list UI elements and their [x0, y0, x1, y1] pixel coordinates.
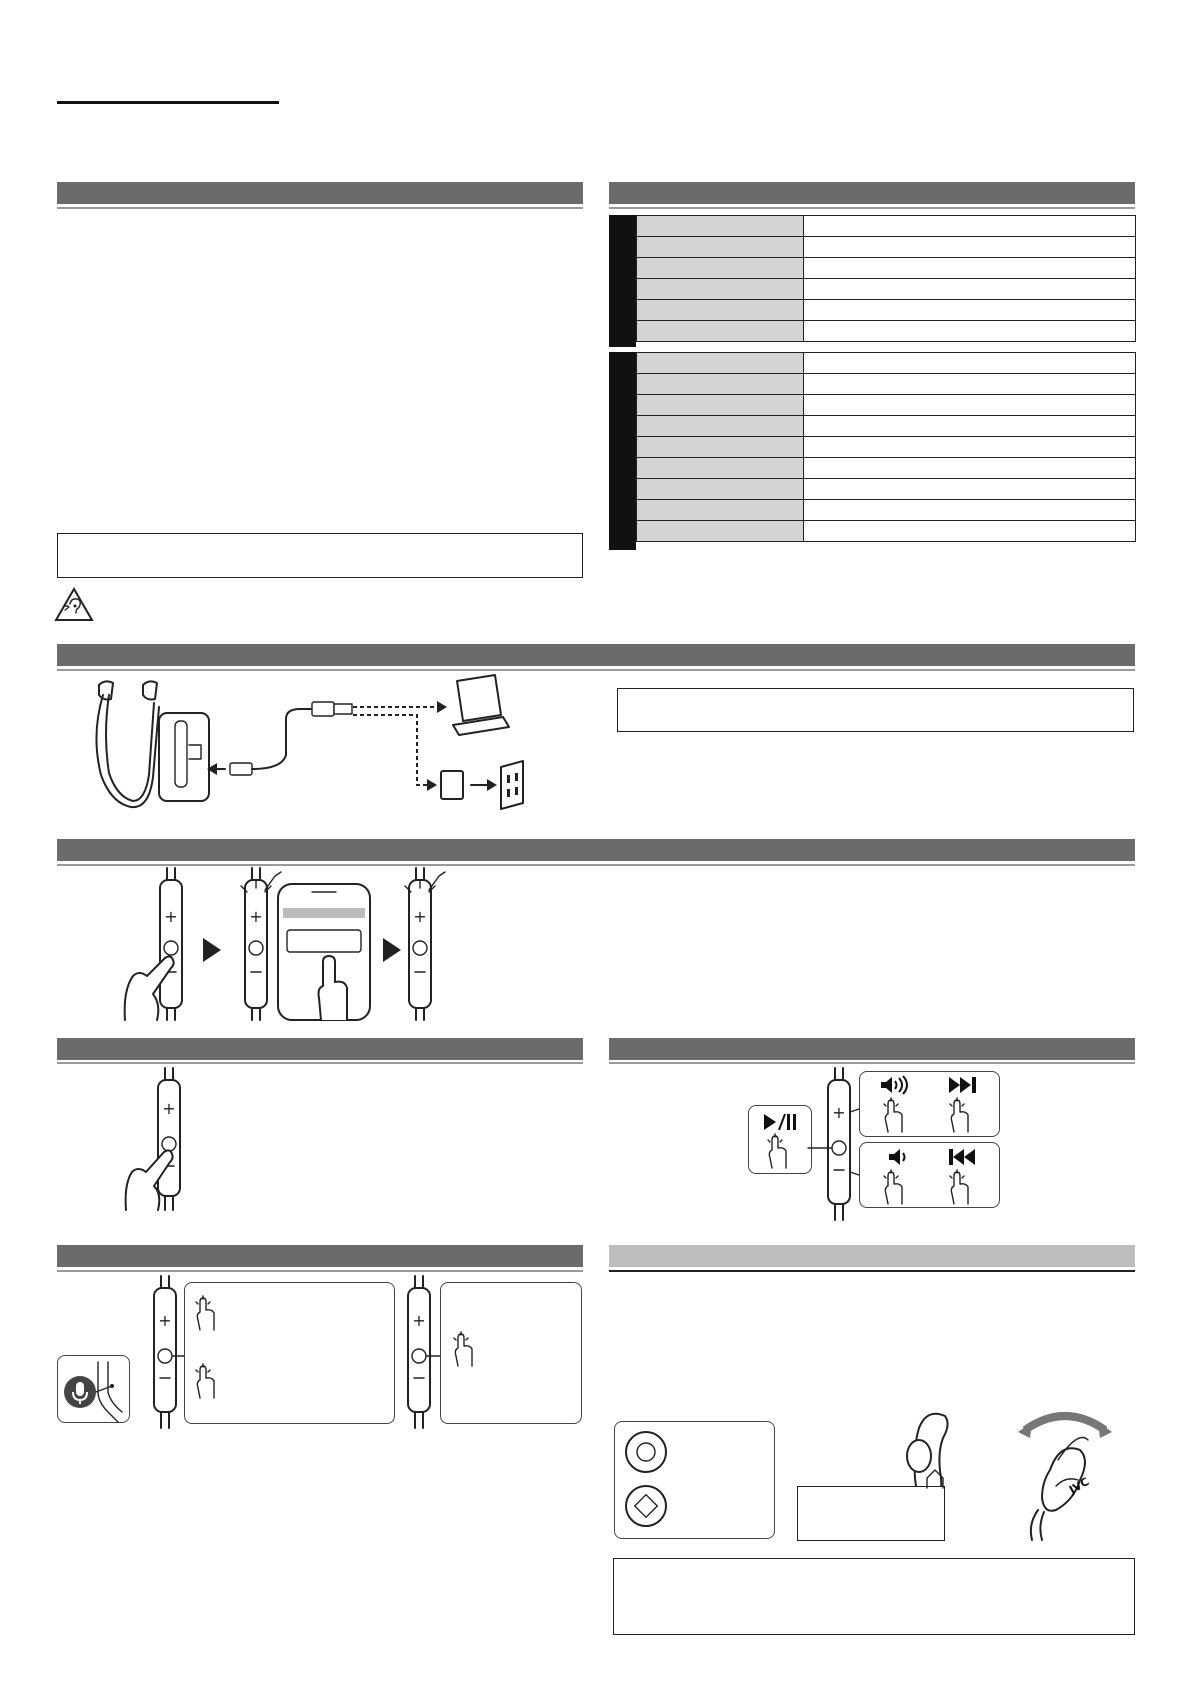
header-title: [57, 70, 279, 100]
previous-track-icon: [948, 1148, 978, 1166]
svg-text:+: +: [164, 907, 178, 926]
eartip-illustration: [622, 1428, 682, 1532]
spec-table-b: [636, 352, 1136, 542]
table-row: [637, 437, 1136, 458]
pairing-section-rule: [57, 864, 1135, 866]
playback-section-rule: [609, 1062, 1135, 1064]
ear-wearing-illustration: [1010, 1410, 1120, 1540]
hold-hand-icon: [946, 1172, 972, 1204]
pairing-illustration: [115, 868, 475, 1020]
header-underline: [57, 101, 279, 104]
table-row: [637, 279, 1136, 300]
calls-remote-2: [402, 1276, 442, 1428]
wearing-section-bar: [609, 1245, 1135, 1267]
volume-up-icon: [880, 1076, 910, 1094]
svg-text:+: +: [412, 1311, 426, 1330]
svg-text:+: +: [249, 907, 263, 926]
table-row: [637, 374, 1136, 395]
eartip-note-label: [797, 1486, 945, 1541]
intro-note-box: [57, 533, 583, 578]
table-row: [637, 416, 1136, 437]
tap-hand-icon: [450, 1334, 476, 1366]
tap-hand-icon: [880, 1100, 906, 1132]
spec-table-a: [636, 215, 1136, 342]
spec-group-a-side: [609, 215, 636, 347]
power-section-bar: [57, 1038, 583, 1060]
intro-section-bar: [57, 182, 583, 204]
calls-section-bar: [57, 1245, 583, 1267]
table-row: [637, 395, 1136, 416]
hold-hand-icon: [946, 1100, 972, 1132]
charging-note-box: [617, 688, 1134, 732]
spec-section-rule: [609, 207, 1135, 209]
table-row: [637, 237, 1136, 258]
table-row: [637, 479, 1136, 500]
charging-section-bar: [57, 644, 1135, 666]
wearing-note-box: [613, 1558, 1135, 1635]
next-track-icon: [948, 1076, 978, 1094]
wearing-section-rule: [609, 1270, 1135, 1272]
playback-section-bar: [609, 1038, 1135, 1060]
charging-illustration: [85, 675, 575, 815]
svg-text:+: +: [832, 1103, 846, 1122]
power-illustration: [120, 1068, 210, 1210]
hearing-warning-icon: [55, 588, 93, 621]
table-row: [637, 321, 1136, 342]
eartip-pointer-line: [925, 1468, 949, 1488]
tap-hand-icon: [764, 1136, 790, 1168]
playback-remote: [822, 1068, 862, 1220]
volume-down-icon: [888, 1148, 910, 1166]
table-row: [637, 216, 1136, 237]
calls-remote: [148, 1276, 188, 1428]
table-row: [637, 258, 1136, 279]
intro-section-rule: [57, 207, 583, 209]
table-row: [637, 458, 1136, 479]
play-pause-icon: [762, 1112, 798, 1132]
svg-text:+: +: [413, 907, 427, 926]
table-row: [637, 353, 1136, 374]
brand-logo: JVC: [1067, 1474, 1092, 1497]
svg-text:+: +: [158, 1311, 172, 1330]
power-section-rule: [57, 1062, 583, 1064]
tap-hand-icon: [192, 1298, 218, 1330]
table-row: [637, 500, 1136, 521]
pairing-section-bar: [57, 839, 1135, 861]
tap-hand-icon: [880, 1172, 906, 1204]
svg-text:+: +: [162, 1099, 176, 1118]
table-row: [637, 300, 1136, 321]
spec-group-b-side: [609, 352, 636, 550]
spec-section-bar: [609, 182, 1135, 204]
table-row: [637, 521, 1136, 542]
hold-hand-icon: [192, 1366, 218, 1398]
charging-section-rule: [57, 669, 1135, 671]
microphone-icon: [60, 1362, 130, 1422]
calls-section-rule: [57, 1270, 583, 1272]
